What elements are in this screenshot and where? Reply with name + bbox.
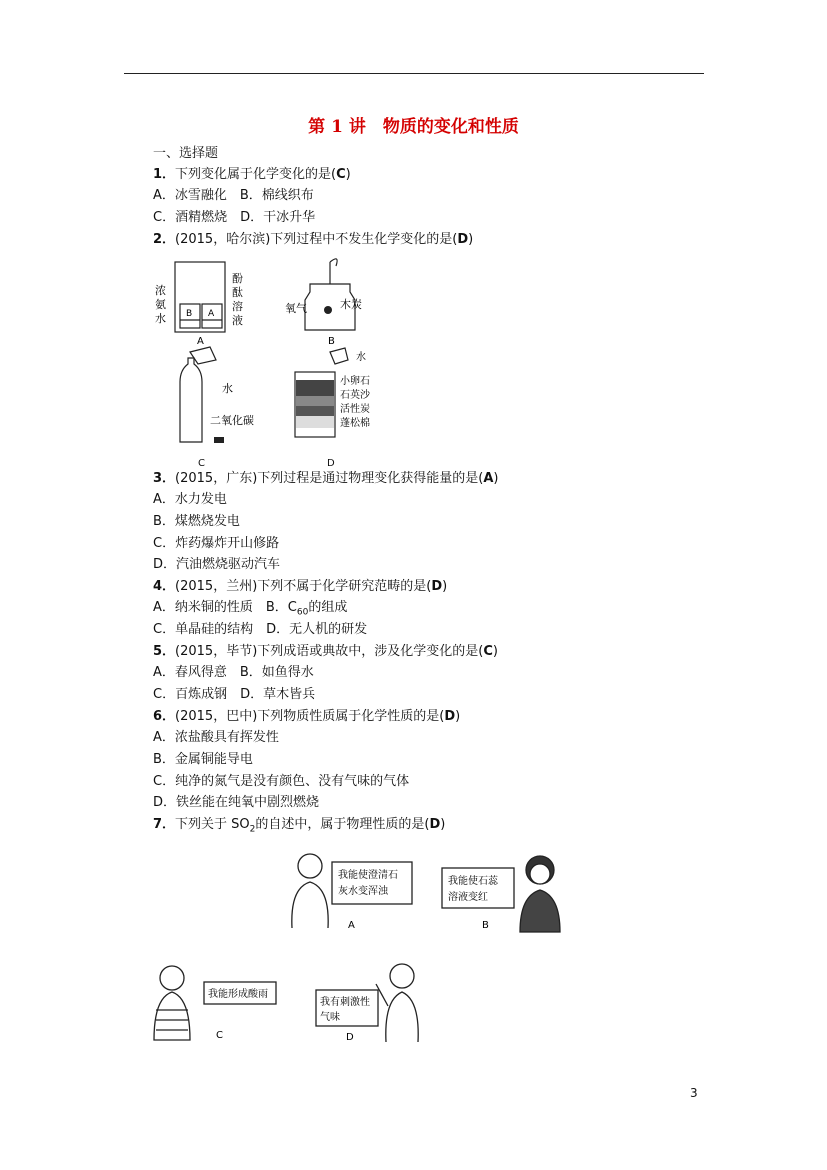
figure-letter-d: D [346,1032,354,1043]
cotton-layer [296,416,334,428]
label-co2: 二氧化碳 [210,414,254,427]
person-a-icon [292,854,328,928]
label-fen: 酚 [232,272,243,285]
q7-figure-top [280,848,570,938]
person-c-icon [154,966,190,1040]
charcoal-icon [324,306,332,314]
label-sand: 石英沙 [340,390,370,401]
label-oxygen: 氧气 [285,302,307,315]
figure-letter-a: A [197,336,204,347]
q7-figure-bottom [150,960,450,1045]
question-7: 7．下列关于 $SO_2$的自述中，属于物理性质的是(D) [153,817,446,835]
figure-letter-b: B [482,920,489,931]
figure-letter-c: C [216,1030,223,1041]
bubble-a-line: 灰水变浑浊 [338,886,388,897]
label-cotton: 蓬松棉 [340,418,370,429]
label-pebble: 小卵石 [340,376,370,387]
bubble-a-line: 我能使澄清石 [338,870,398,881]
person-b-icon [520,856,560,932]
q6-option: C．纯净的氮气是没有颜色、没有气味的气体 [153,774,410,789]
q1-option-line: C．酒精燃烧 D．干冰升华 [153,210,316,225]
q3-option: A．水力发电 [153,492,227,507]
figure-letter-d: D [327,458,335,469]
figure-letter-c: C [198,458,205,469]
question-4: 4．(2015，兰州)下列不属于化学研究范畴的是(D) [153,579,448,594]
label-box-b: B [186,309,193,319]
label-an: 氨 [155,298,166,311]
page-number: 3 [690,1086,698,1100]
label-water-d: 水 [356,352,366,363]
sand-layer [296,396,334,406]
header-rule [124,73,704,74]
carbon-layer [296,406,334,416]
q2-experiment-figure [150,252,400,452]
q5-option-line: C．百炼成钢 D．草木皆兵 [153,687,316,702]
bubble-d-line: 我有刺激性 [320,997,370,1008]
pebble-layer [296,380,334,396]
q3-option: D．汽油燃烧驱动汽车 [153,557,281,572]
section-heading: 一、选择题 [153,146,219,161]
bubble-c-line: 我能形成酸雨 [208,989,268,1000]
label-charcoal: 木炭 [340,298,362,311]
person-d-icon [376,964,418,1042]
q2-apparatus-b [305,259,355,330]
label-tai: 酞 [232,286,243,299]
question-5: 5．(2015，毕节)下列成语或典故中，涉及化学变化的是(C) [153,644,498,659]
question-2: 2．(2015，哈尔滨)下列过程中不发生化学变化的是(D) [153,232,474,247]
q2-apparatus-a [175,262,225,332]
q3-option: C．炸药爆炸开山修路 [153,536,280,551]
page-title: 第 1 讲 物质的变化和性质 [308,117,519,137]
question-6: 6．(2015，巴中)下列物质性质属于化学性质的是(D) [153,709,461,724]
q6-option: A．浓盐酸具有挥发性 [153,730,279,745]
q5-option-line: A．春风得意 B．如鱼得水 [153,665,314,680]
label-nong: 浓 [155,284,166,297]
label-water-c: 水 [222,382,233,395]
label-shui: 水 [155,312,166,325]
q3-option: B．煤燃烧发电 [153,514,240,529]
question-3: 3．(2015，广东)下列过程是通过物理变化获得能量的是(A) [153,471,499,486]
label-carbon: 活性炭 [340,404,370,415]
q1-option-line: A．冰雪融化 B．棉线织布 [153,188,314,203]
q4-option-line: A．纳米铜的性质 B．$C_{60}$的组成 [153,600,348,618]
figure-letter-b: B [328,336,335,347]
q2-apparatus-c [180,347,216,442]
bubble-d-line: 气味 [320,1012,340,1023]
q6-option: D．铁丝能在纯氧中剧烈燃烧 [153,795,320,810]
figure-letter-a: A [348,920,355,931]
q6-option: B．金属铜能导电 [153,752,253,767]
question-1: 1．下列变化属于化学变化的是(C) [153,167,351,182]
co2-marker [214,437,224,443]
label-rong: 溶 [232,300,243,313]
label-box-a: A [208,309,215,319]
label-ye: 液 [232,314,243,327]
q4-option-line: C．单晶硅的结构 D．无人机的研发 [153,622,368,637]
bubble-b-line: 溶液变红 [448,892,488,903]
bubble-a [332,862,412,904]
bubble-b-line: 我能使石蕊 [448,876,498,887]
